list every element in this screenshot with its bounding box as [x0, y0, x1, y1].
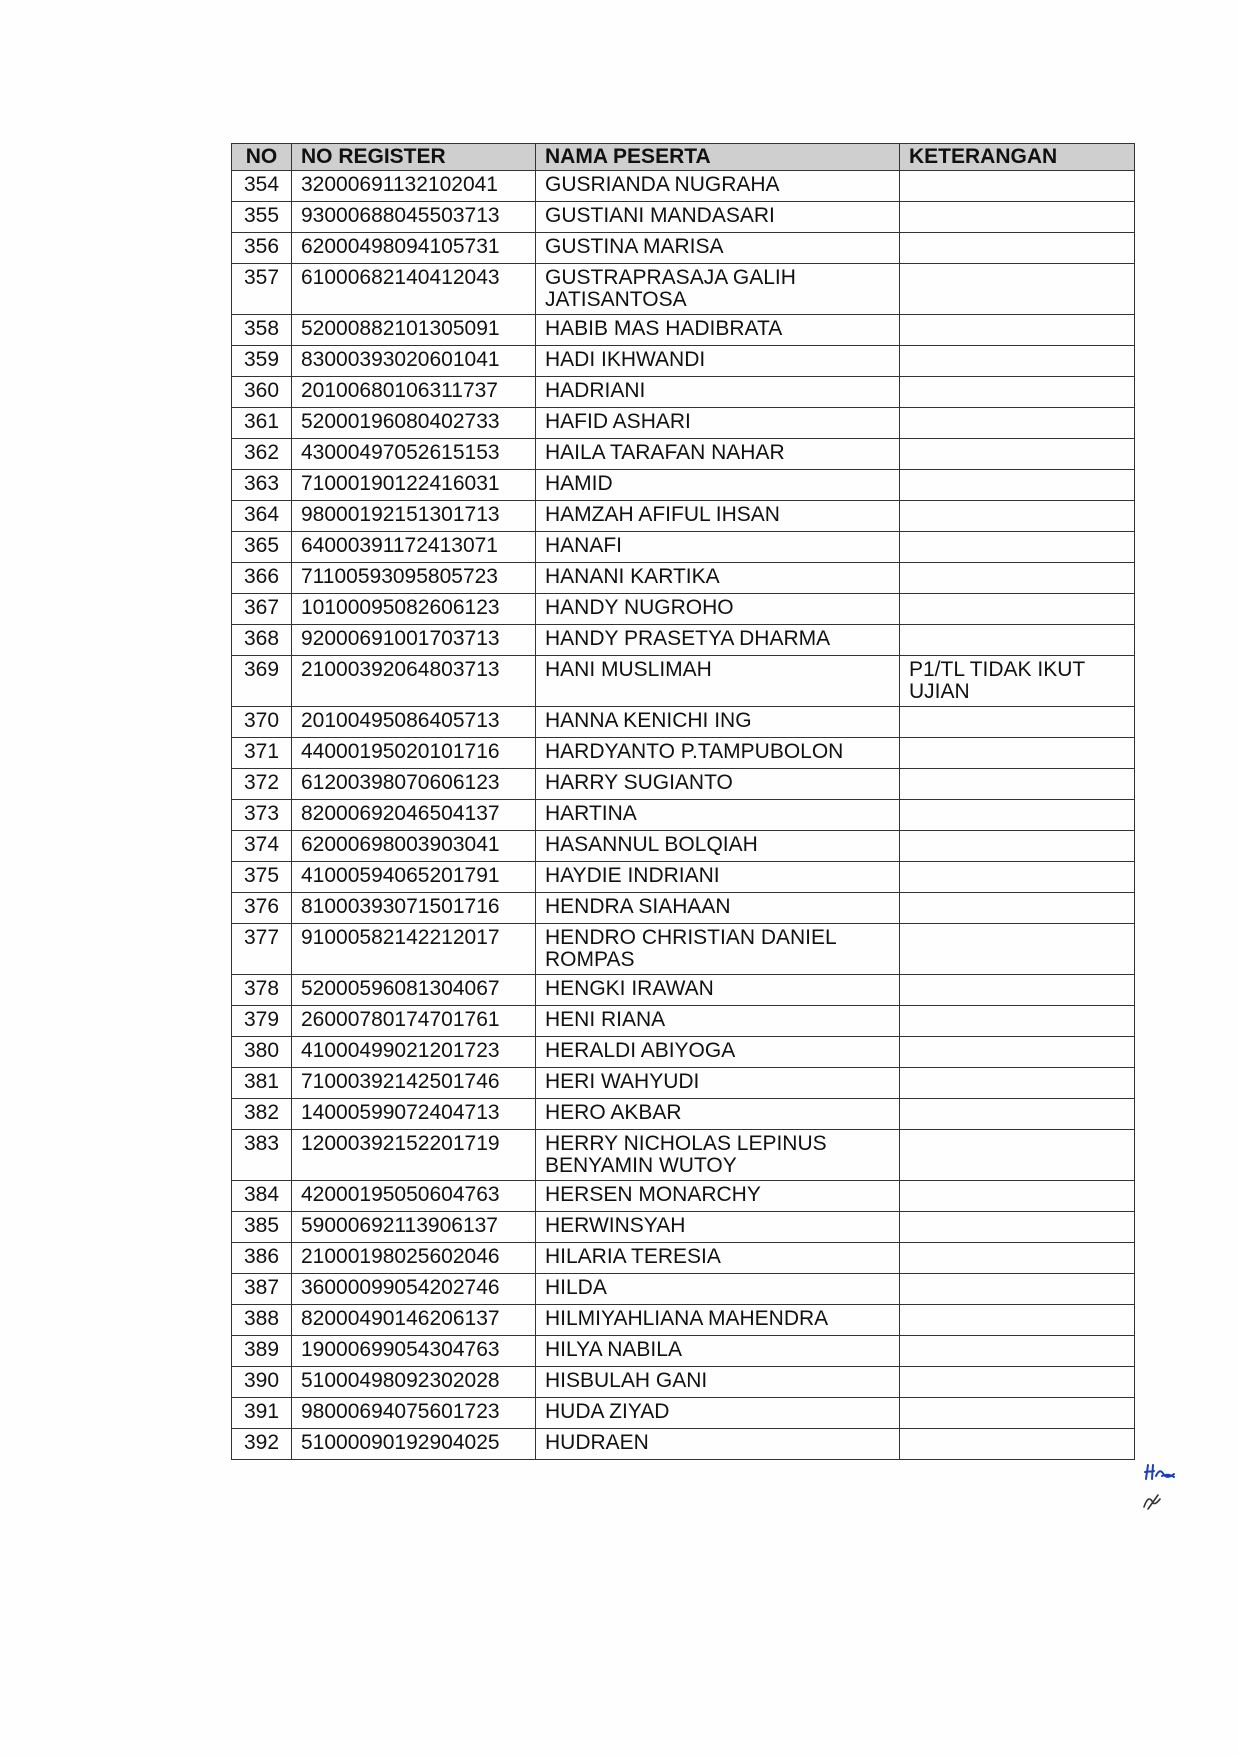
table-row — [232, 831, 1135, 862]
table-row — [232, 315, 1135, 346]
row-note-cell — [900, 769, 1135, 800]
row-note-cell — [900, 1336, 1135, 1367]
table-row — [232, 408, 1135, 439]
row-no-cell: 359 — [232, 346, 292, 377]
row-no-cell: 360 — [232, 377, 292, 408]
row-register-cell: 19000699054304763 — [292, 1336, 536, 1367]
row-no-cell: 378 — [232, 975, 292, 1006]
row-no-cell: 354 — [232, 171, 292, 202]
table-row — [232, 563, 1135, 594]
table-row — [232, 1274, 1135, 1305]
header-note: KETERANGAN — [900, 144, 1135, 171]
row-no-cell: 383 — [232, 1130, 292, 1181]
row-register-cell: 21000198025602046 — [292, 1243, 536, 1274]
row-register-cell: 59000692113906137 — [292, 1212, 536, 1243]
table-row — [232, 1099, 1135, 1130]
row-register-cell: 82000692046504137 — [292, 800, 536, 831]
row-register-cell: 61200398070606123 — [292, 769, 536, 800]
row-no-cell: 379 — [232, 1006, 292, 1037]
row-note-cell — [900, 1181, 1135, 1212]
table-row — [232, 862, 1135, 893]
table-row — [232, 738, 1135, 769]
row-note-cell — [900, 893, 1135, 924]
row-register-cell: 52000882101305091 — [292, 315, 536, 346]
row-name-cell: HUDA ZIYAD — [536, 1398, 900, 1429]
row-name-cell: HANNA KENICHI ING — [536, 707, 900, 738]
row-note-cell — [900, 1243, 1135, 1274]
row-register-cell: 62000498094105731 — [292, 233, 536, 264]
table-row — [232, 1037, 1135, 1068]
row-register-cell: 44000195020101716 — [292, 738, 536, 769]
row-register-cell: 91000582142212017 — [292, 924, 536, 975]
row-register-cell: 20100680106311737 — [292, 377, 536, 408]
table-row — [232, 470, 1135, 501]
header-name: NAMA PESERTA — [536, 144, 900, 171]
row-no-cell: 357 — [232, 264, 292, 315]
row-name-cell: HERWINSYAH — [536, 1212, 900, 1243]
row-note-cell — [900, 1274, 1135, 1305]
table-row — [232, 800, 1135, 831]
row-register-cell: 14000599072404713 — [292, 1099, 536, 1130]
row-note-cell — [900, 1068, 1135, 1099]
row-note-cell — [900, 862, 1135, 893]
row-name-cell: HADRIANI — [536, 377, 900, 408]
row-name-cell: HASANNUL BOLQIAH — [536, 831, 900, 862]
row-name-cell: HENI RIANA — [536, 1006, 900, 1037]
row-name-cell: GUSRIANDA NUGRAHA — [536, 171, 900, 202]
row-note-cell — [900, 377, 1135, 408]
row-register-cell: 93000688045503713 — [292, 202, 536, 233]
row-no-cell: 355 — [232, 202, 292, 233]
row-note-cell — [900, 1212, 1135, 1243]
row-register-cell: 42000195050604763 — [292, 1181, 536, 1212]
table-row — [232, 625, 1135, 656]
row-note-cell — [900, 264, 1135, 315]
row-name-cell: HAILA TARAFAN NAHAR — [536, 439, 900, 470]
row-register-cell: 92000691001703713 — [292, 625, 536, 656]
table-row — [232, 202, 1135, 233]
signature-initials-stroke — [1145, 1465, 1174, 1479]
row-note-cell — [900, 738, 1135, 769]
row-name-cell: HAMID — [536, 470, 900, 501]
signature-initials-mark — [1140, 1455, 1200, 1515]
row-register-cell: 51000498092302028 — [292, 1367, 536, 1398]
row-register-cell: 32000691132102041 — [292, 171, 536, 202]
row-no-cell: 368 — [232, 625, 292, 656]
row-register-cell: 26000780174701761 — [292, 1006, 536, 1037]
table-row — [232, 1243, 1135, 1274]
row-name-cell: HENDRA SIAHAAN — [536, 893, 900, 924]
row-register-cell: 82000490146206137 — [292, 1305, 536, 1336]
row-register-cell: 20100495086405713 — [292, 707, 536, 738]
row-note-cell — [900, 315, 1135, 346]
row-no-cell: 389 — [232, 1336, 292, 1367]
row-register-cell: 12000392152201719 — [292, 1130, 536, 1181]
table-row — [232, 769, 1135, 800]
row-register-cell: 98000192151301713 — [292, 501, 536, 532]
table-row — [232, 264, 1135, 315]
row-name-cell: HABIB MAS HADIBRATA — [536, 315, 900, 346]
row-register-cell: 43000497052615153 — [292, 439, 536, 470]
row-register-cell: 52000596081304067 — [292, 975, 536, 1006]
row-name-cell: GUSTRAPRASAJA GALIH JATISANTOSA — [536, 264, 900, 315]
row-no-cell: 392 — [232, 1429, 292, 1460]
row-note-cell — [900, 975, 1135, 1006]
table-row — [232, 1068, 1135, 1099]
row-no-cell: 366 — [232, 563, 292, 594]
row-name-cell: HANDY PRASETYA DHARMA — [536, 625, 900, 656]
table-row — [232, 501, 1135, 532]
row-register-cell: 21000392064803713 — [292, 656, 536, 707]
table-row — [232, 1398, 1135, 1429]
table-row — [232, 594, 1135, 625]
row-name-cell: HISBULAH GANI — [536, 1367, 900, 1398]
row-note-cell — [900, 408, 1135, 439]
table-row — [232, 1336, 1135, 1367]
table-row — [232, 656, 1135, 707]
table-row — [232, 975, 1135, 1006]
row-no-cell: 382 — [232, 1099, 292, 1130]
row-note-cell — [900, 831, 1135, 862]
row-register-cell: 41000499021201723 — [292, 1037, 536, 1068]
row-no-cell: 391 — [232, 1398, 292, 1429]
table-row — [232, 1006, 1135, 1037]
row-name-cell: HARDYANTO P.TAMPUBOLON — [536, 738, 900, 769]
row-no-cell: 384 — [232, 1181, 292, 1212]
row-name-cell: HERSEN MONARCHY — [536, 1181, 900, 1212]
row-no-cell: 375 — [232, 862, 292, 893]
row-register-cell: 71000392142501746 — [292, 1068, 536, 1099]
row-no-cell: 381 — [232, 1068, 292, 1099]
row-register-cell: 10100095082606123 — [292, 594, 536, 625]
row-no-cell: 356 — [232, 233, 292, 264]
row-register-cell: 71000190122416031 — [292, 470, 536, 501]
row-no-cell: 370 — [232, 707, 292, 738]
row-note-cell — [900, 532, 1135, 563]
row-name-cell: HARRY SUGIANTO — [536, 769, 900, 800]
table-row — [232, 1429, 1135, 1460]
row-note-cell — [900, 1305, 1135, 1336]
row-no-cell: 361 — [232, 408, 292, 439]
row-register-cell: 61000682140412043 — [292, 264, 536, 315]
row-name-cell: HERI WAHYUDI — [536, 1068, 900, 1099]
row-note-cell — [900, 1037, 1135, 1068]
row-name-cell: HANDY NUGROHO — [536, 594, 900, 625]
row-no-cell: 374 — [232, 831, 292, 862]
row-note-cell — [900, 1130, 1135, 1181]
row-note-cell — [900, 171, 1135, 202]
row-register-cell: 41000594065201791 — [292, 862, 536, 893]
row-no-cell: 386 — [232, 1243, 292, 1274]
row-no-cell: 363 — [232, 470, 292, 501]
table-row — [232, 893, 1135, 924]
table-row — [232, 1130, 1135, 1181]
table-row — [232, 171, 1135, 202]
row-no-cell: 367 — [232, 594, 292, 625]
row-note-cell — [900, 1006, 1135, 1037]
table-row — [232, 924, 1135, 975]
row-note-cell — [900, 233, 1135, 264]
row-name-cell: HENGKI IRAWAN — [536, 975, 900, 1006]
signature-paraf-stroke — [1144, 1495, 1160, 1509]
row-register-cell: 64000391172413071 — [292, 532, 536, 563]
row-name-cell: GUSTIANI MANDASARI — [536, 202, 900, 233]
row-note-cell — [900, 594, 1135, 625]
row-note-cell — [900, 1367, 1135, 1398]
row-note-cell — [900, 800, 1135, 831]
row-name-cell: HANAFI — [536, 532, 900, 563]
table-row — [232, 377, 1135, 408]
row-note-cell — [900, 563, 1135, 594]
table-row — [232, 439, 1135, 470]
row-note-cell — [900, 470, 1135, 501]
row-name-cell: HADI IKHWANDI — [536, 346, 900, 377]
row-name-cell: HILARIA TERESIA — [536, 1243, 900, 1274]
row-no-cell: 385 — [232, 1212, 292, 1243]
row-note-cell — [900, 202, 1135, 233]
row-name-cell: GUSTINA MARISA — [536, 233, 900, 264]
row-no-cell: 373 — [232, 800, 292, 831]
row-note-cell — [900, 346, 1135, 377]
row-no-cell: 372 — [232, 769, 292, 800]
table-header-row — [232, 144, 1135, 171]
row-name-cell: HERALDI ABIYOGA — [536, 1037, 900, 1068]
row-register-cell: 52000196080402733 — [292, 408, 536, 439]
row-no-cell: 364 — [232, 501, 292, 532]
row-register-cell: 62000698003903041 — [292, 831, 536, 862]
row-name-cell: HILMIYAHLIANA MAHENDRA — [536, 1305, 900, 1336]
row-name-cell: HANANI KARTIKA — [536, 563, 900, 594]
table-row — [232, 1305, 1135, 1336]
header-no: NO — [232, 144, 292, 171]
row-no-cell: 362 — [232, 439, 292, 470]
row-register-cell: 36000099054202746 — [292, 1274, 536, 1305]
row-name-cell: HARTINA — [536, 800, 900, 831]
table-row — [232, 532, 1135, 563]
row-no-cell: 390 — [232, 1367, 292, 1398]
row-note-cell: P1/TL TIDAK IKUT UJIAN — [900, 656, 1135, 707]
row-no-cell: 371 — [232, 738, 292, 769]
row-no-cell: 388 — [232, 1305, 292, 1336]
row-register-cell: 98000694075601723 — [292, 1398, 536, 1429]
row-name-cell: HILDA — [536, 1274, 900, 1305]
row-note-cell — [900, 707, 1135, 738]
row-no-cell: 376 — [232, 893, 292, 924]
row-no-cell: 365 — [232, 532, 292, 563]
row-register-cell: 71100593095805723 — [292, 563, 536, 594]
row-note-cell — [900, 501, 1135, 532]
row-register-cell: 83000393020601041 — [292, 346, 536, 377]
row-register-cell: 81000393071501716 — [292, 893, 536, 924]
row-note-cell — [900, 625, 1135, 656]
row-name-cell: HAMZAH AFIFUL IHSAN — [536, 501, 900, 532]
row-no-cell: 358 — [232, 315, 292, 346]
row-note-cell — [900, 1099, 1135, 1130]
row-note-cell — [900, 1429, 1135, 1460]
row-name-cell: HAFID ASHARI — [536, 408, 900, 439]
table-row — [232, 233, 1135, 264]
row-note-cell — [900, 1398, 1135, 1429]
row-register-cell: 51000090192904025 — [292, 1429, 536, 1460]
row-name-cell: HERRY NICHOLAS LEPINUS BENYAMIN WUTOY — [536, 1130, 900, 1181]
row-name-cell: HANI MUSLIMAH — [536, 656, 900, 707]
table-row — [232, 346, 1135, 377]
participant-table — [231, 143, 1135, 1460]
row-no-cell: 377 — [232, 924, 292, 975]
row-no-cell: 380 — [232, 1037, 292, 1068]
table-body — [232, 171, 1135, 1460]
row-name-cell: HUDRAEN — [536, 1429, 900, 1460]
row-name-cell: HERO AKBAR — [536, 1099, 900, 1130]
header-register: NO REGISTER — [292, 144, 536, 171]
row-name-cell: HAYDIE INDRIANI — [536, 862, 900, 893]
row-no-cell: 369 — [232, 656, 292, 707]
row-note-cell — [900, 924, 1135, 975]
table-row — [232, 1367, 1135, 1398]
row-note-cell — [900, 439, 1135, 470]
table-row — [232, 707, 1135, 738]
row-name-cell: HILYA NABILA — [536, 1336, 900, 1367]
table-row — [232, 1212, 1135, 1243]
table-row — [232, 1181, 1135, 1212]
row-no-cell: 387 — [232, 1274, 292, 1305]
row-name-cell: HENDRO CHRISTIAN DANIEL ROMPAS — [536, 924, 900, 975]
